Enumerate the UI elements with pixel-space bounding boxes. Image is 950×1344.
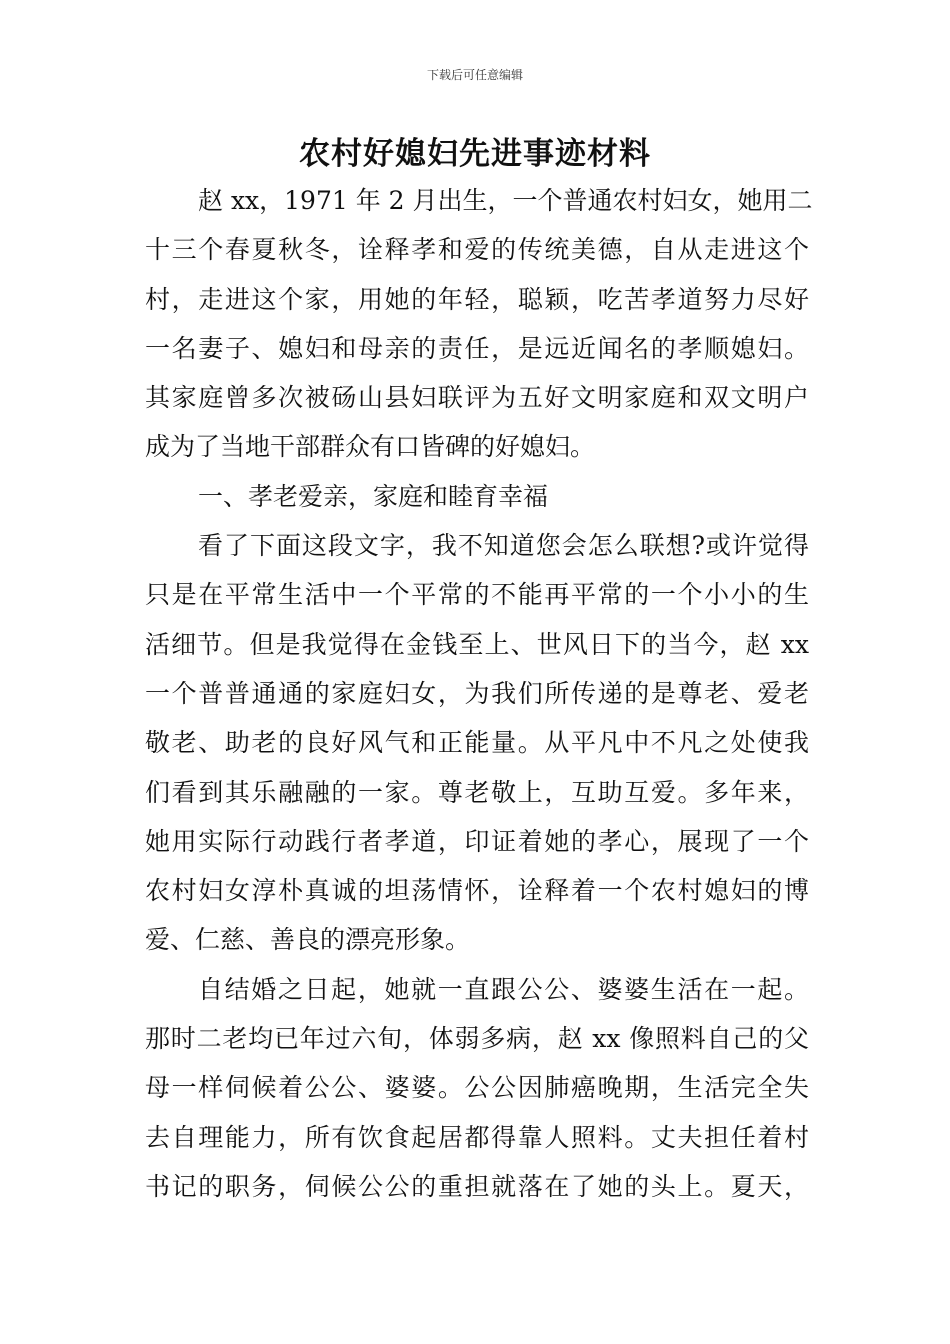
text-line: 一名妻子、媳妇和母亲的责任，是远近闻名的孝顺媳妇。	[145, 333, 809, 363]
text-line: 活细节。但是我觉得在金钱至上、世风日下的当今，赵 xx	[145, 629, 809, 659]
text-line: 敬老、助老的良好风气和正能量。从平凡中不凡之处使我	[145, 728, 809, 758]
text-line: 母一样伺候着公公、婆婆。公公因肺癌晚期，生活完全失	[145, 1073, 809, 1103]
text-line: 她用实际行动践行者孝道，印证着她的孝心，展现了一个	[145, 826, 809, 856]
text-line: 赵 xx，1971 年 2 月出生，一个普通农村妇女，她用二	[198, 186, 813, 215]
text-line: 农村妇女淳朴真诚的坦荡情怀，诠释着一个农村媳妇的博	[145, 876, 809, 906]
document-body	[145, 176, 813, 1211]
text-line: 十三个春夏秋冬，诠释孝和爱的传统美德，自从走进这个	[145, 235, 809, 265]
text-line: 一个普普通通的家庭妇女，为我们所传递的是尊老、爱老	[145, 678, 809, 708]
header-note: 下载后可任意编辑	[426, 68, 523, 82]
text-line: 去自理能力，所有饮食起居都得靠人照料。丈夫担任着村	[145, 1122, 809, 1152]
text-line: 一、孝老爱亲，家庭和睦育幸福	[198, 481, 549, 511]
text-line: 成为了当地干部群众有口皆碑的好媳妇。	[145, 432, 596, 462]
text-line: 只是在平常生活中一个平常的不能再平常的一个小小的生	[145, 580, 809, 610]
text-line: 村，走进这个家，用她的年轻，聪颖，吃苦孝道努力尽好	[145, 284, 809, 314]
text-line: 看了下面这段文字，我不知道您会怎么联想?或许觉得	[198, 531, 809, 561]
text-line: 其家庭曾多次被砀山县妇联评为五好文明家庭和双文明户	[145, 383, 809, 413]
page-title: 农村好媳妇先进事迹材料	[299, 136, 651, 172]
text-line: 爱、仁慈、善良的漂亮形象。	[145, 925, 471, 955]
text-line: 自结婚之日起，她就一直跟公公、婆婆生活在一起。	[198, 974, 809, 1004]
text-line: 们看到其乐融融的一家。尊老敬上，互助互爱。多年来，	[145, 777, 809, 807]
text-line: 那时二老均已年过六旬，体弱多病，赵 xx 像照料自己的父	[145, 1024, 809, 1054]
text-line: 书记的职务，伺候公公的重担就落在了她的头上。夏天，	[145, 1171, 809, 1201]
